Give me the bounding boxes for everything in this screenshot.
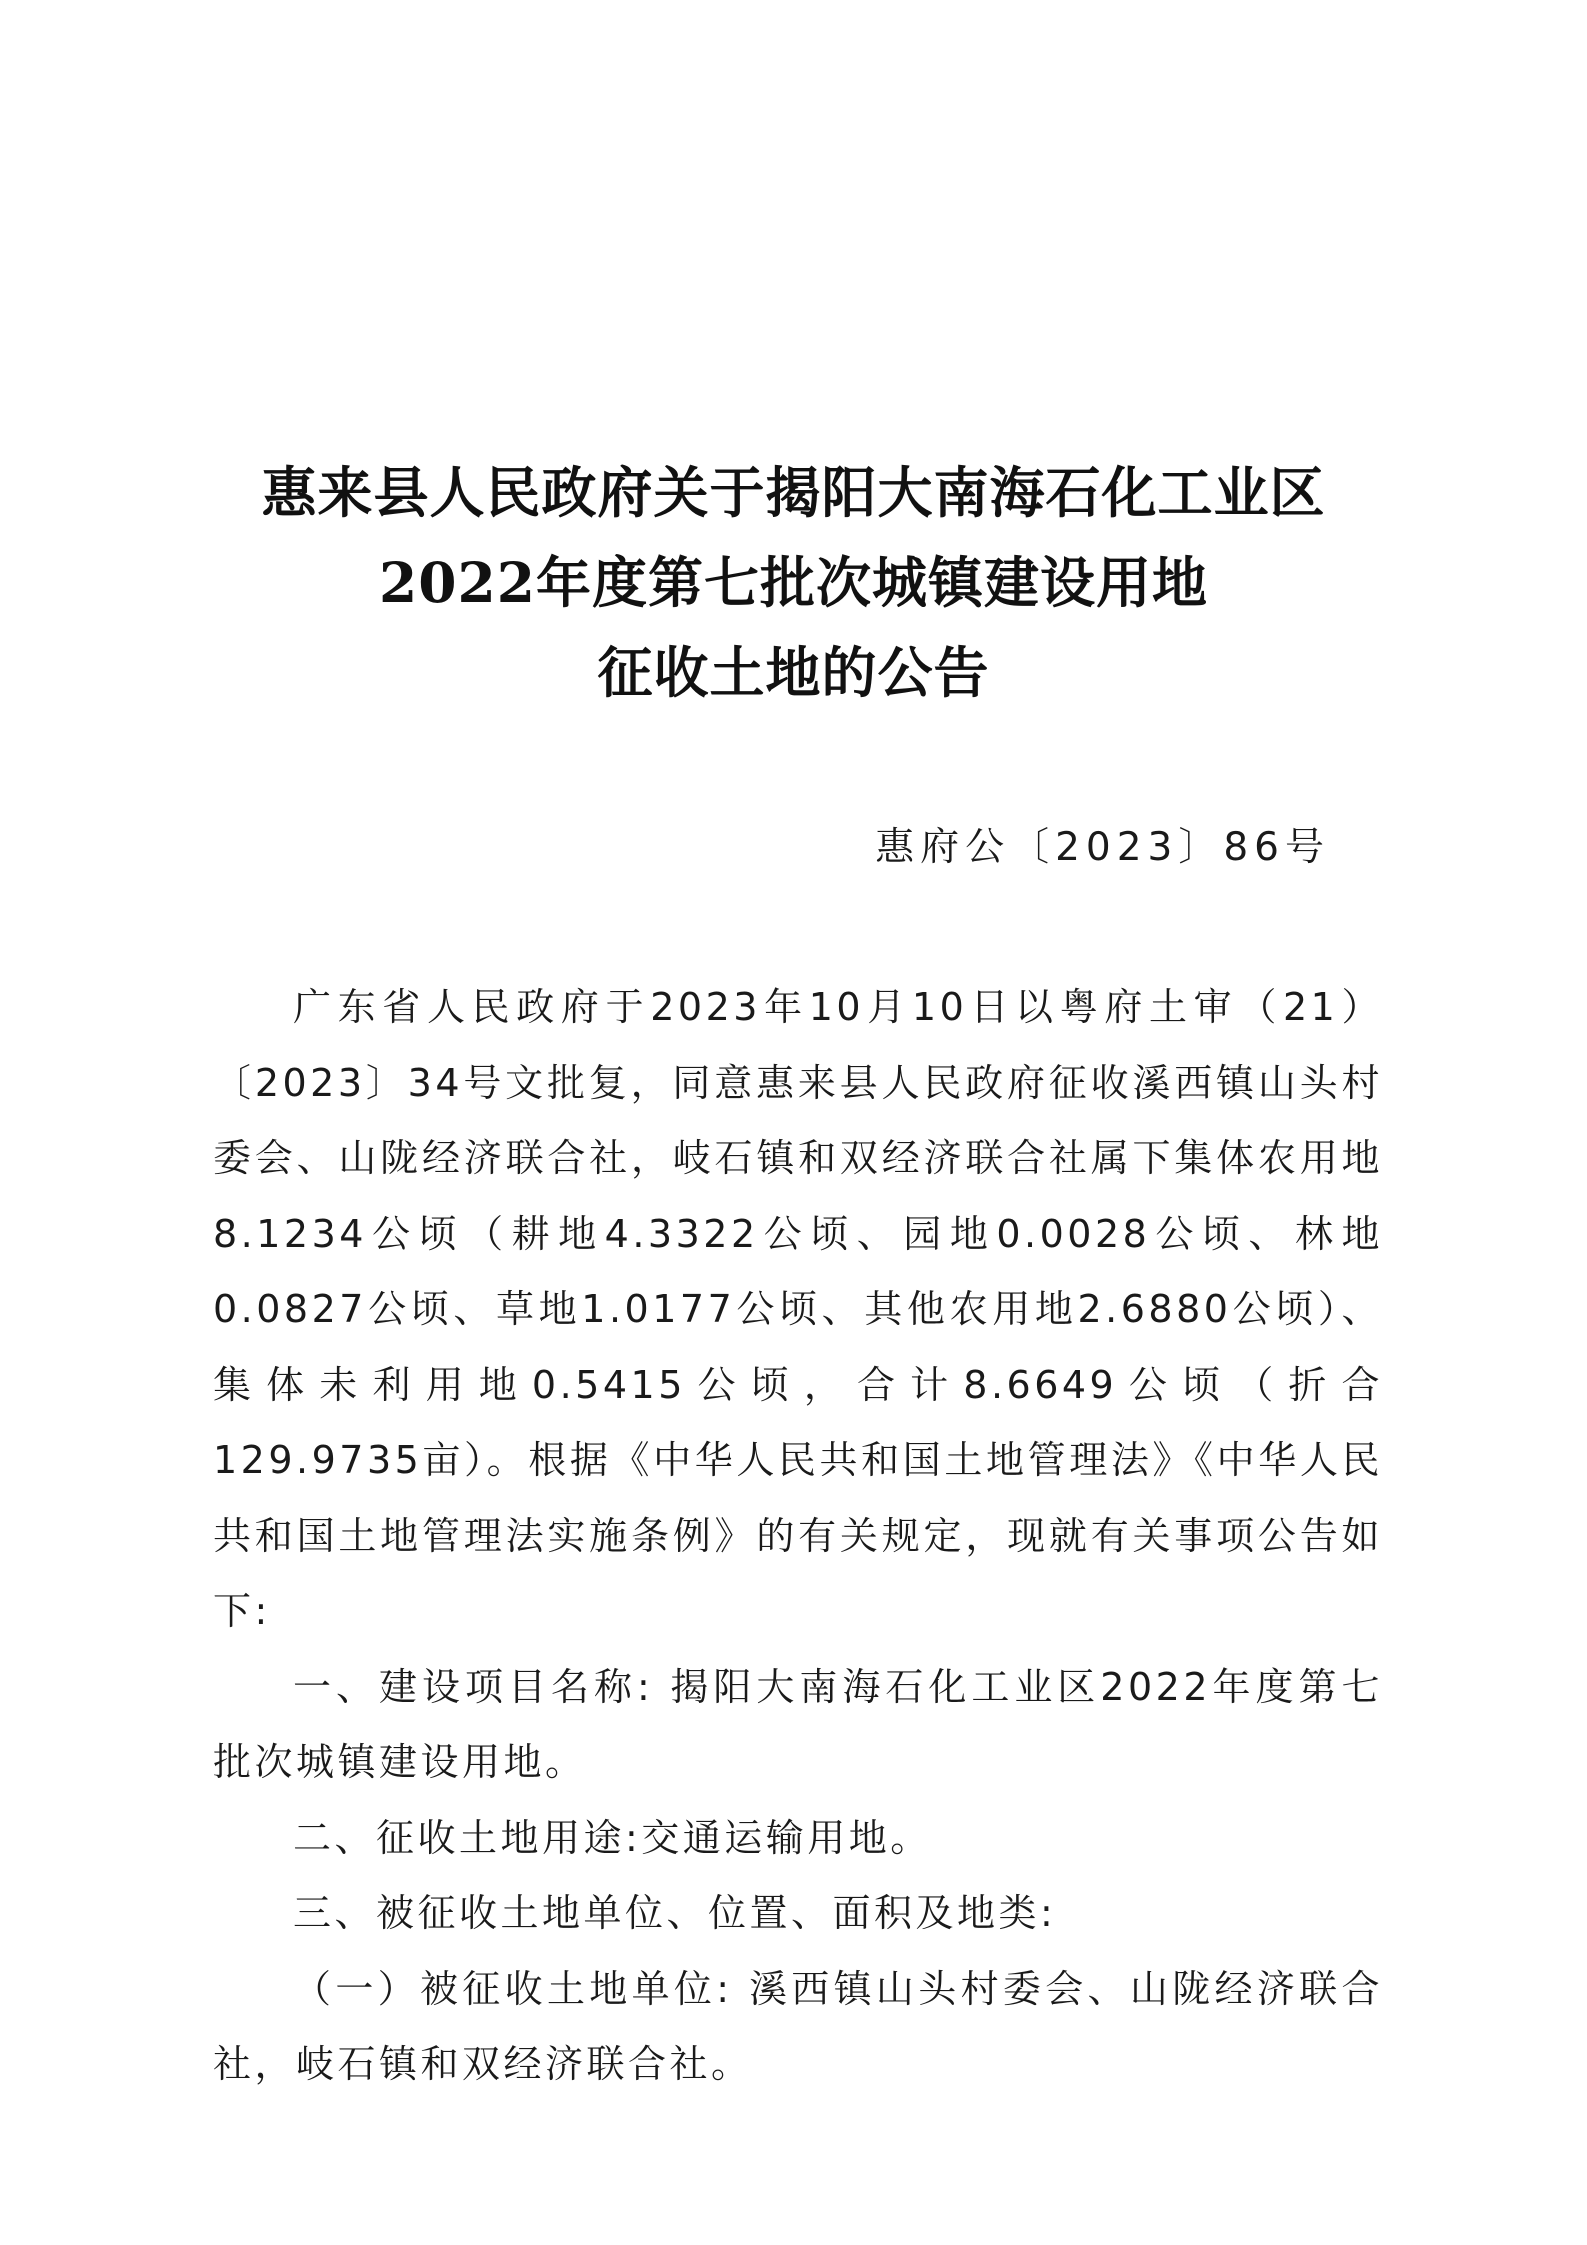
- paragraph-item-1: 一、建设项目名称: 揭阳大南海石化工业区2022年度第七批次城镇建设用地。: [213, 1664, 1383, 1784]
- title-line-1: 惠来县人民政府关于揭阳大南海石化工业区: [261, 460, 1326, 525]
- document-title: [200, 448, 1387, 718]
- document-body: [213, 970, 1383, 2103]
- document-number: 惠府公〔2023〕86号: [875, 825, 1330, 870]
- paragraph-subitem-1: （一）被征收土地单位: 溪西镇山头村委会、山陇经济联合社，岐石镇和双经济联合社。: [213, 1966, 1383, 2086]
- paragraph-preamble: 广东省人民政府于2023年10月10日以粤府土审（21）〔2023〕34号文批复，同意惠来县人民政府征收溪西镇山头村委会、山陇经济联合社，岐石镇和双经济联合社属下集体农用地8.1234公顷（耕地4.3322公顷、园地0.0028公顷、林地0.0827公顷、草地1.0177公顷、其他农用地2.6880公顷）、集体未利用地0.5415公顷，合计8.6649公顷（折合129.9735亩）。根据《中华人民共和国土地管理法》《中华人民共和国土地管理法实施条例》的有关规定，现就有关事项公告如下:: [213, 985, 1383, 1633]
- paragraph-item-2: 二、征收土地用途:交通运输用地。: [293, 1815, 932, 1860]
- title-line-2: 2022年度第七批次城镇建设用地: [378, 550, 1209, 615]
- paragraph-item-3: 三、被征收土地单位、位置、面积及地类:: [293, 1891, 1057, 1935]
- title-line-3: 征收土地的公告: [597, 640, 990, 705]
